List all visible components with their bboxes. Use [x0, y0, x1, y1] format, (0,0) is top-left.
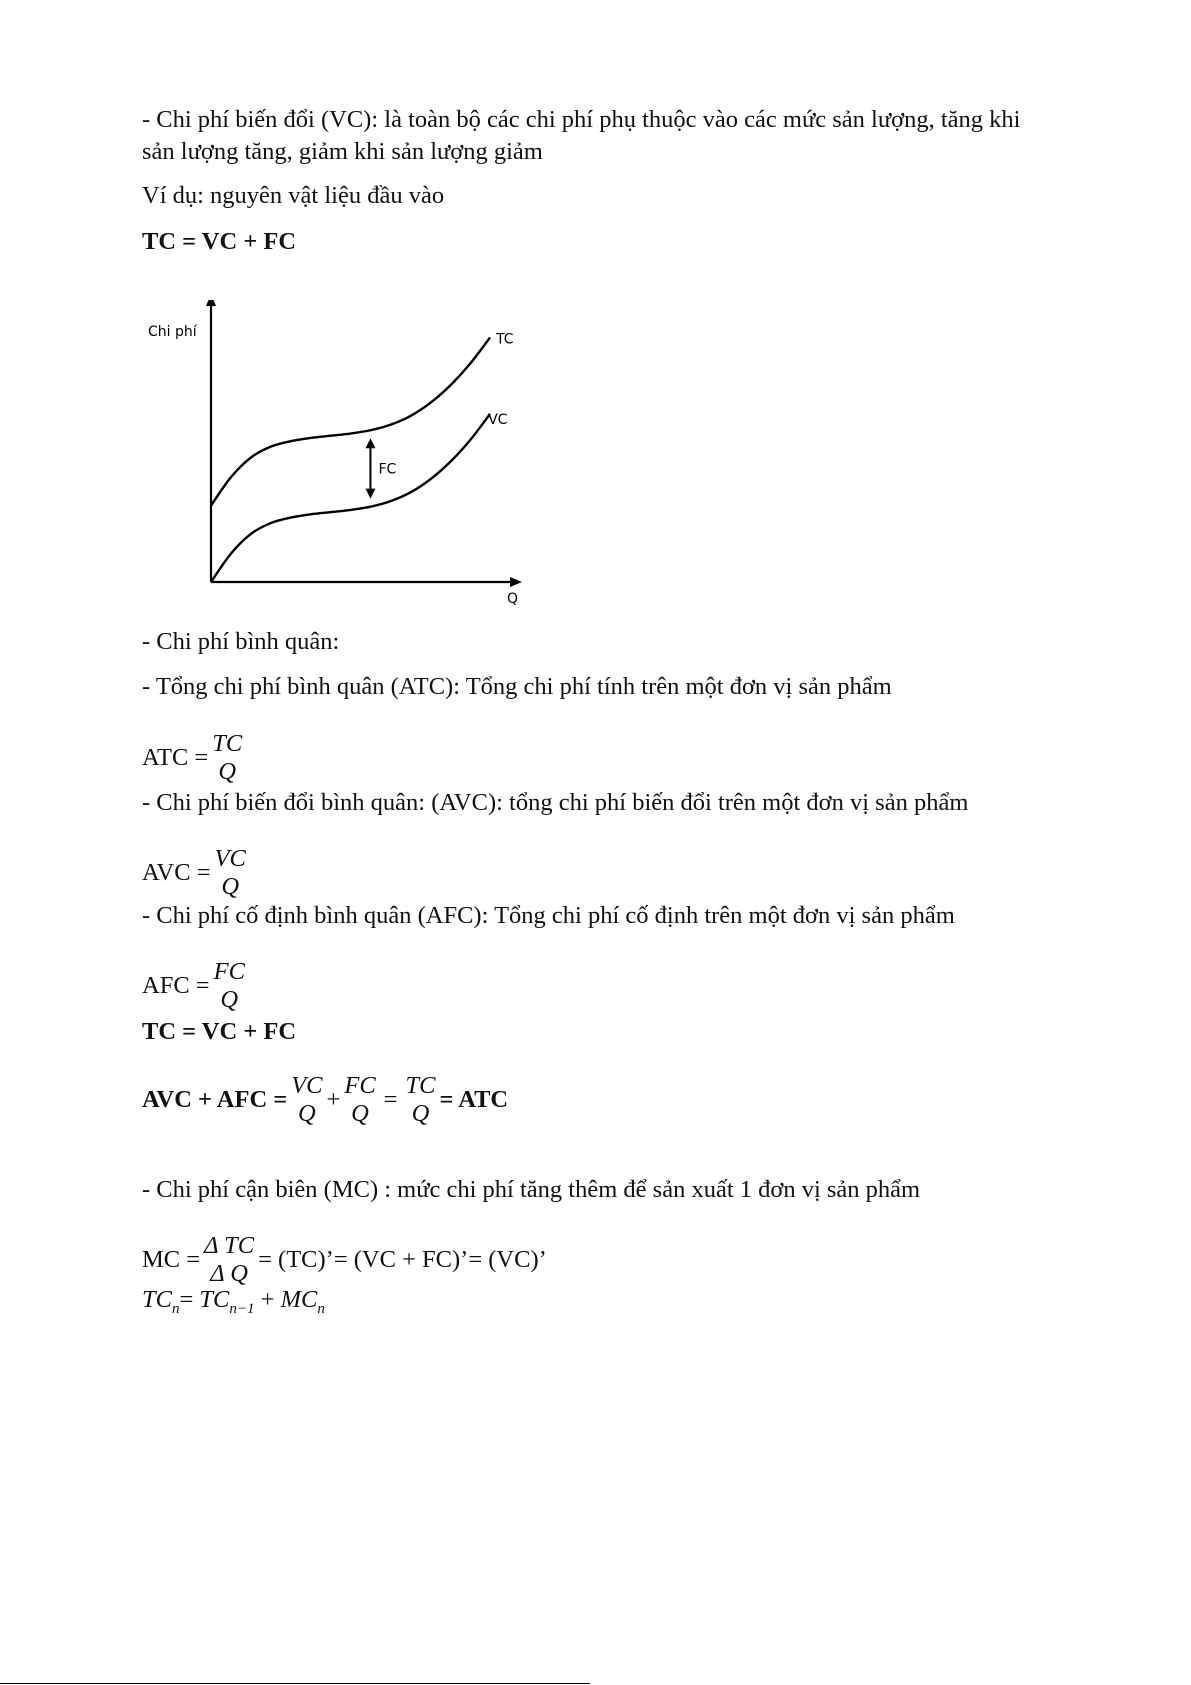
afc-lhs: AFC =	[142, 972, 210, 999]
fc-arrow-head-top	[365, 438, 375, 448]
cost-curves-chart	[140, 300, 580, 660]
avc-numerator: VC	[214, 845, 246, 872]
vc-definition-line2: sản lượng tăng, giảm khi sản lượng giảm	[142, 138, 543, 165]
mc-numerator: Δ TC	[204, 1232, 255, 1259]
sum-fraction-fc	[344, 1072, 375, 1128]
sum-tc-numerator: TC	[405, 1072, 436, 1099]
footer-rule	[0, 1683, 590, 1684]
fc-arrow-head-bottom	[365, 489, 375, 499]
afc-fraction	[214, 958, 245, 1014]
vc-example: Ví dụ: nguyên vật liệu đầu vào	[142, 182, 445, 209]
average-sum-formula	[142, 1070, 508, 1130]
mc-formula	[142, 1230, 547, 1290]
mc-denominator: Δ Q	[210, 1260, 248, 1287]
tc-recursion-formula	[142, 1284, 325, 1325]
atc-formula	[142, 728, 246, 788]
sum-tc-denominator: Q	[411, 1100, 430, 1127]
vc-curve	[211, 414, 490, 582]
rec-sub-n-2: n	[317, 1301, 325, 1317]
rec-equals: =	[179, 1286, 194, 1313]
rec-mc: MC	[280, 1286, 318, 1313]
sum-vc-denominator: Q	[298, 1100, 316, 1127]
tc-curve	[211, 337, 490, 505]
rec-tc-prev: TC	[199, 1286, 230, 1313]
atc-lhs: ATC =	[142, 744, 209, 771]
rec-sub-n-minus-1: n−1	[229, 1301, 255, 1317]
fc-annotation-label: FC	[378, 461, 397, 478]
x-axis-arrow	[510, 577, 522, 587]
mc-rhs: = (TC)’= (VC + FC)’= (VC)’	[258, 1246, 547, 1273]
sum-rhs: = ATC	[439, 1086, 509, 1113]
rec-plus: +	[260, 1286, 275, 1313]
sum-fc-denominator: Q	[351, 1100, 369, 1127]
y-axis-arrow	[206, 300, 216, 306]
tc-curve-label: TC	[496, 331, 514, 348]
atc-definition: - Tổng chi phí bình quân (ATC): Tổng chi phí tính trên một đơn vị sản phẩm	[142, 673, 892, 700]
sum-vc-numerator: VC	[291, 1072, 323, 1099]
avc-lhs: AVC =	[142, 859, 211, 886]
total-cost-identity: TC = VC + FC	[142, 228, 297, 255]
afc-definition: - Chi phí cố định bình quân (AFC): Tổng chi phí cố định trên một đơn vị sản phẩm	[142, 902, 955, 929]
mc-definition: - Chi phí cận biên (MC) : mức chi phí tăng thêm để sản xuất 1 đơn vị sản phẩm	[142, 1176, 921, 1203]
vc-curve-label: VC	[488, 411, 508, 428]
sum-fraction-vc	[291, 1072, 322, 1128]
rec-sub-n: n	[171, 1301, 180, 1317]
atc-numerator: TC	[212, 730, 243, 757]
x-axis-label: Q	[507, 591, 519, 607]
total-cost-identity-2: TC = VC + FC	[142, 1018, 297, 1045]
sum-fraction-tc	[406, 1072, 436, 1128]
sum-lhs: AVC + AFC =	[142, 1086, 288, 1113]
average-cost-heading: - Chi phí bình quân:	[142, 628, 340, 655]
afc-denominator: Q	[220, 986, 239, 1013]
sum-fc-numerator: FC	[344, 1072, 376, 1099]
mc-fraction	[204, 1232, 254, 1288]
avc-fraction	[215, 845, 246, 901]
avc-formula	[142, 843, 250, 903]
rec-tc: TC	[142, 1286, 172, 1313]
atc-fraction	[212, 730, 242, 786]
cost-curves-svg	[140, 300, 580, 660]
atc-denominator: Q	[218, 758, 237, 785]
afc-numerator: FC	[213, 958, 245, 985]
afc-formula	[142, 956, 249, 1016]
mc-lhs: MC =	[142, 1246, 201, 1273]
sum-plus: +	[326, 1086, 341, 1113]
vc-definition-line1: - Chi phí biến đổi (VC): là toàn bộ các chi phí phụ thuộc vào các mức sản lượng, tăng khi	[142, 106, 1021, 133]
avc-denominator: Q	[221, 873, 240, 900]
avc-definition: - Chi phí biến đổi bình quân: (AVC): tổng chi phí biến đổi trên một đơn vị sản phẩm	[142, 789, 969, 816]
sum-equals: =	[383, 1086, 398, 1113]
y-axis-label: Chi phí	[148, 324, 197, 340]
